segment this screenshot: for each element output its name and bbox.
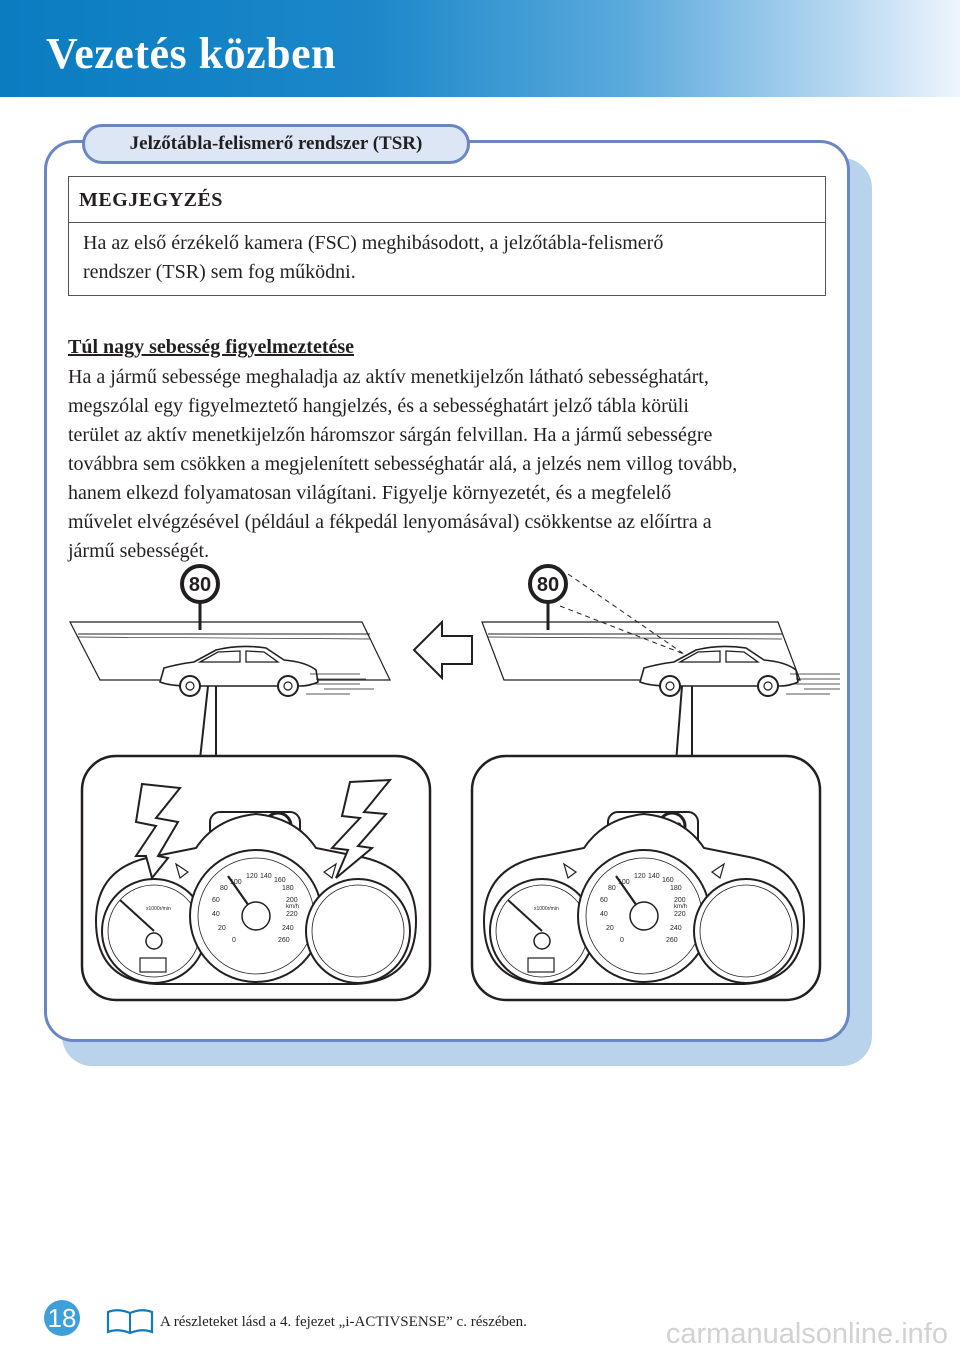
page-header	[0, 0, 960, 97]
svg-text:120: 120	[634, 873, 646, 880]
body-line: hanem elkezd folyamatosan világítani. Figyelje környezetét, és a megfelelő	[68, 482, 672, 504]
book-icon	[106, 1308, 154, 1334]
svg-text:160: 160	[662, 877, 674, 884]
section-body	[68, 363, 848, 566]
svg-text:200: 200	[674, 897, 686, 904]
svg-text:60: 60	[212, 897, 220, 904]
body-line: megszólal egy figyelmeztető hangjelzés, és a sebességhatárt jelző tábla körüli	[68, 395, 689, 417]
svg-text:80: 80	[608, 885, 616, 892]
svg-text:260: 260	[666, 937, 678, 944]
tsr-illustration	[60, 560, 840, 1010]
svg-text:40: 40	[600, 911, 608, 918]
speed-sign-left	[182, 566, 218, 630]
svg-text:240: 240	[670, 925, 682, 932]
svg-text:20: 20	[218, 925, 226, 932]
speed-unit-left: km/h	[286, 904, 300, 910]
cluster-panel-left	[82, 756, 430, 1000]
footer-reference: A részleteket lásd a 4. fejezet „i-ACTIVSENSE” c. részében.	[160, 1314, 527, 1330]
page-title: Vezetés közben	[46, 29, 337, 78]
note-heading: MEGJEGYZÉS	[69, 177, 825, 223]
note-line: Ha az első érzékelő kamera (FSC) meghibásodott, a jelzőtábla-felismerő	[83, 232, 664, 254]
speed-unit-right: km/h	[674, 904, 688, 910]
svg-text:260: 260	[278, 937, 290, 944]
svg-text:200: 200	[286, 897, 298, 904]
svg-text:140: 140	[260, 873, 272, 880]
body-line: terület az aktív menetkijelzőn háromszor sárgán felvillan. Ha a jármű sebességre	[68, 424, 713, 446]
note-line: rendszer (TSR) sem fog működni.	[83, 261, 356, 283]
body-line: továbbra sem csökken a megjelenített sebességhatár alá, a jelzés nem villog tovább,	[68, 453, 738, 475]
cluster-panel-right	[472, 756, 820, 1000]
svg-text:180: 180	[282, 885, 294, 892]
transition-arrow-icon	[414, 622, 472, 678]
svg-text:60: 60	[600, 897, 608, 904]
speed-sign-right	[530, 566, 566, 630]
svg-text:0: 0	[232, 937, 236, 944]
note-body	[69, 223, 825, 287]
sign-left-value: 80	[188, 574, 212, 596]
svg-text:100: 100	[618, 879, 630, 886]
note-box	[68, 176, 826, 296]
svg-text:40: 40	[212, 911, 220, 918]
svg-text:140: 140	[648, 873, 660, 880]
svg-text:80: 80	[220, 885, 228, 892]
svg-text:220: 220	[674, 911, 686, 918]
body-line: Ha a jármű sebessége meghaladja az aktív menetkijelzőn látható sebességhatárt,	[68, 366, 709, 388]
svg-text:160: 160	[274, 877, 286, 884]
watermark: carmanualsonline.info	[665, 1318, 948, 1350]
page-number: 18	[44, 1300, 80, 1336]
body-line: művelet elvégzésével (például a fékpedál lenyomásával) csökkentse az előírtra a	[68, 511, 712, 533]
svg-text:240: 240	[282, 925, 294, 932]
svg-text:120: 120	[246, 873, 258, 880]
svg-text:0: 0	[620, 937, 624, 944]
tach-label-right: x1000r/min	[534, 906, 559, 912]
sign-right-value: 80	[536, 574, 560, 596]
tach-label-left: x1000r/min	[146, 906, 171, 912]
section-title: Túl nagy sebesség figyelmeztetése	[68, 336, 355, 358]
body-line: jármű sebességét.	[68, 540, 210, 562]
svg-text:220: 220	[286, 911, 298, 918]
section-tab: Jelzőtábla-felismerő rendszer (TSR)	[82, 124, 470, 164]
svg-text:100: 100	[230, 879, 242, 886]
svg-text:180: 180	[670, 885, 682, 892]
svg-text:20: 20	[606, 925, 614, 932]
